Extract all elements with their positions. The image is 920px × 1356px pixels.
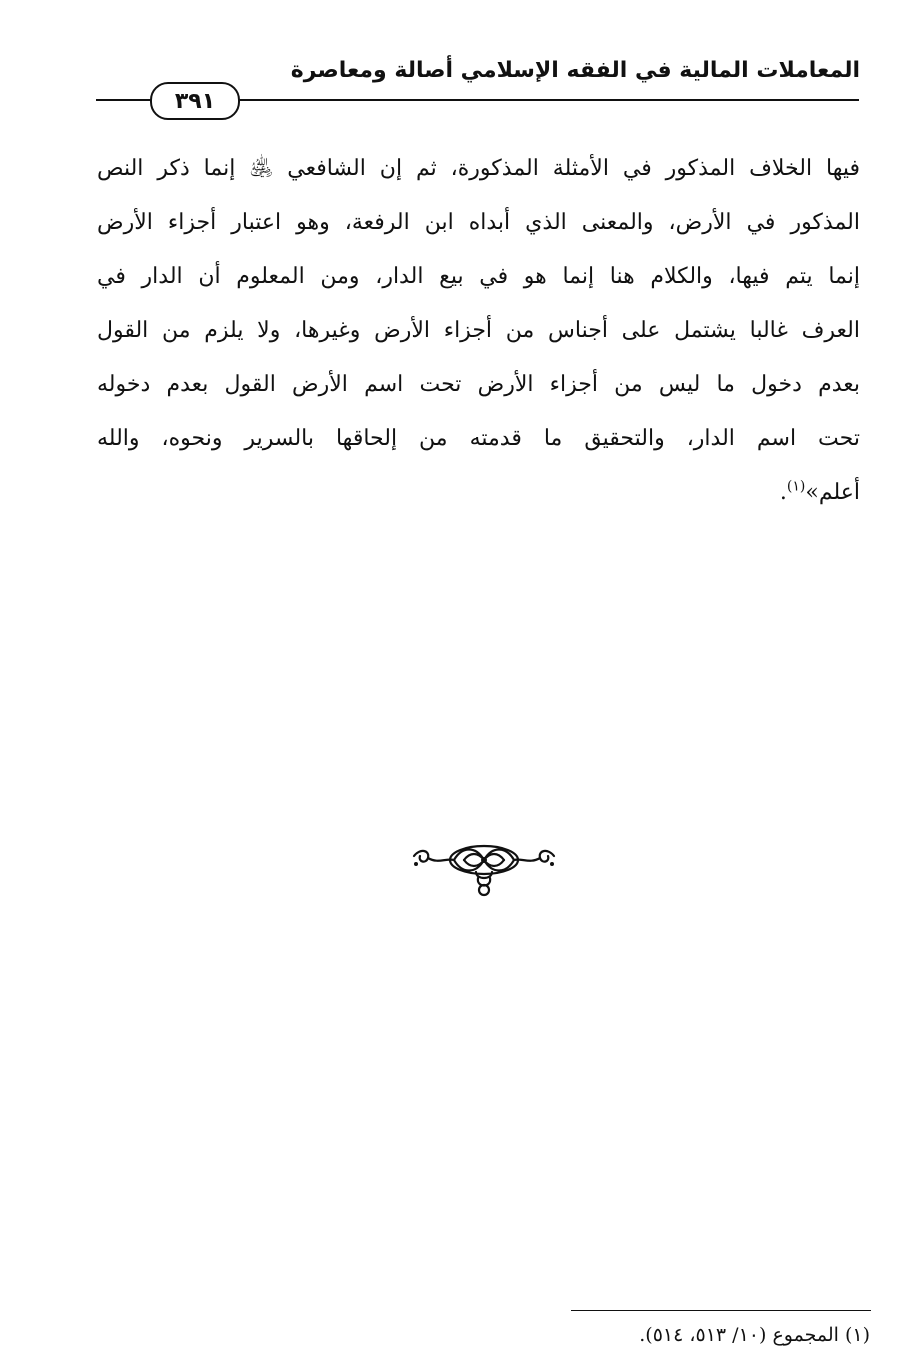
footnote-rule bbox=[571, 1310, 871, 1311]
footnote-marker: (١) bbox=[786, 478, 806, 495]
header-title: المعاملات المالية في الفقه الإسلامي أصالة ومعاصرة bbox=[290, 58, 860, 83]
body-line-5: بعدم دخول ما ليس من أجزاء الأرض تحت اسم الأرض القول بعدم دخوله bbox=[97, 372, 860, 397]
body-line-7 bbox=[97, 466, 860, 520]
body-line-1: فيها الخلاف المذكور في الأمثلة المذكورة، ثم إن الشافعي ﵁ إنما ذكر النص bbox=[97, 156, 860, 181]
body-line-4: العرف غالبا يشتمل على أجناس من أجزاء الأرض وغيرها، ولا يلزم من القول bbox=[97, 318, 860, 343]
body-line-6: تحت اسم الدار، والتحقيق ما قدمته من إلحاقها بالسرير ونحوه، والله bbox=[97, 426, 860, 451]
body-last-words: أعلم» bbox=[805, 480, 860, 505]
body-line-3: إنما يتم فيها، والكلام هنا إنما هو في بيع الدار، ومن المعلوم أن الدار في bbox=[97, 264, 860, 289]
final-period: . bbox=[779, 480, 787, 505]
footnote-1: (١) المجموع (١٠/ ٥١٣، ٥١٤). bbox=[639, 1324, 870, 1346]
page-number: ٣٩١ bbox=[174, 88, 216, 114]
body-line-2: المذكور في الأرض، والمعنى الذي أبداه ابن الرفعة، وهو اعتبار أجزاء الأرض bbox=[97, 210, 860, 235]
body-paragraph bbox=[97, 142, 860, 520]
page-number-badge bbox=[150, 82, 240, 120]
section-end-ornament-icon bbox=[410, 840, 558, 898]
